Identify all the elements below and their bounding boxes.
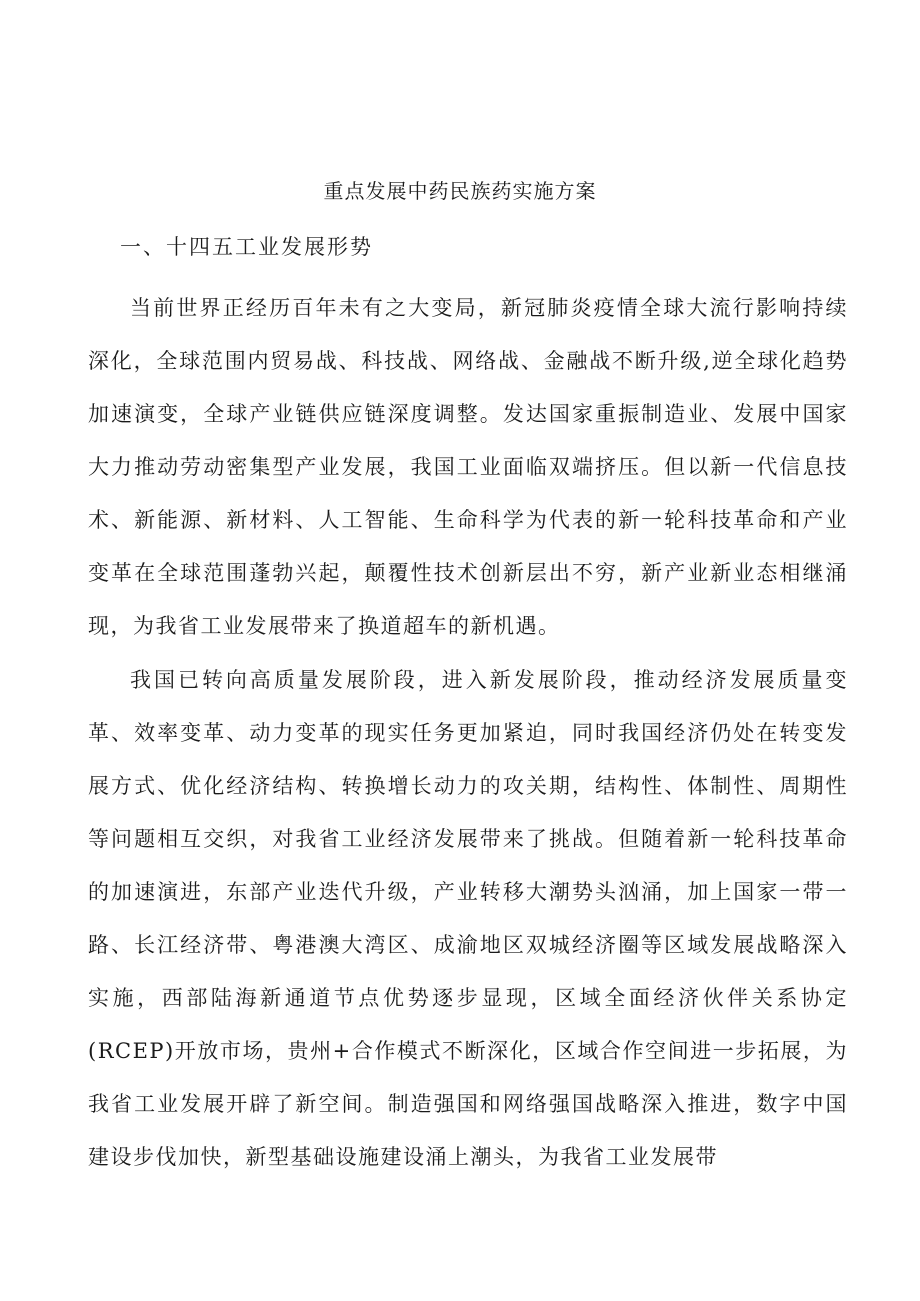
document-title: 重点发展中药民族药实施方案 xyxy=(323,179,597,203)
section-heading: 一、十四五工业发展形势 xyxy=(120,235,373,259)
paragraph-2: 我国已转向高质量发展阶段，进入新发展阶段，推动经济发展质量变革、效率变革、动力变革的现实任务更加紧迫，同时我国经济仍处在转变发展方式、优化经济结构、转换增长动力的攻关期，结构性、体制性、周期性等问题相互交织，对我省工业经济发展带来了挑战。但随着新一轮科技革命的加速演进，东部产业迭代升级，产业转移大潮势头汹涌，加上国家一带一路、长江经济带、粤港澳大湾区、成渝地区双城经济圈等区域发展战略深入实施，西部陆海新通道节点优势逐步显现，区域全面经济伙伴关系协定(RCEP)开放市场，贵州+合作模式不断深化，区域合作空间进一步拓展，为我省工业发展开辟了新空间。制造强国和网络强国战略深入推进，数字中国建设步伐加快，新型基础设施建设涌上潮头，为我省工业发展带 xyxy=(88,668,848,1169)
paragraph-1: 当前世界正经历百年未有之大变局，新冠肺炎疫情全球大流行影响持续深化，全球范围内贸易战、科技战、网络战、金融战不断升级,逆全球化趋势加速演变，全球产业链供应链深度调整。发达国家重振制造业、发展中国家大力推动劳动密集型产业发展，我国工业面临双端挤压。但以新一代信息技术、新能源、新材料、人工智能、生命科学为代表的新一轮科技革命和产业变革在全球范围蓬勃兴起，颠覆性技术创新层出不穷，新产业新业态相继涌现，为我省工业发展带来了换道超车的新机遇。 xyxy=(88,296,848,638)
